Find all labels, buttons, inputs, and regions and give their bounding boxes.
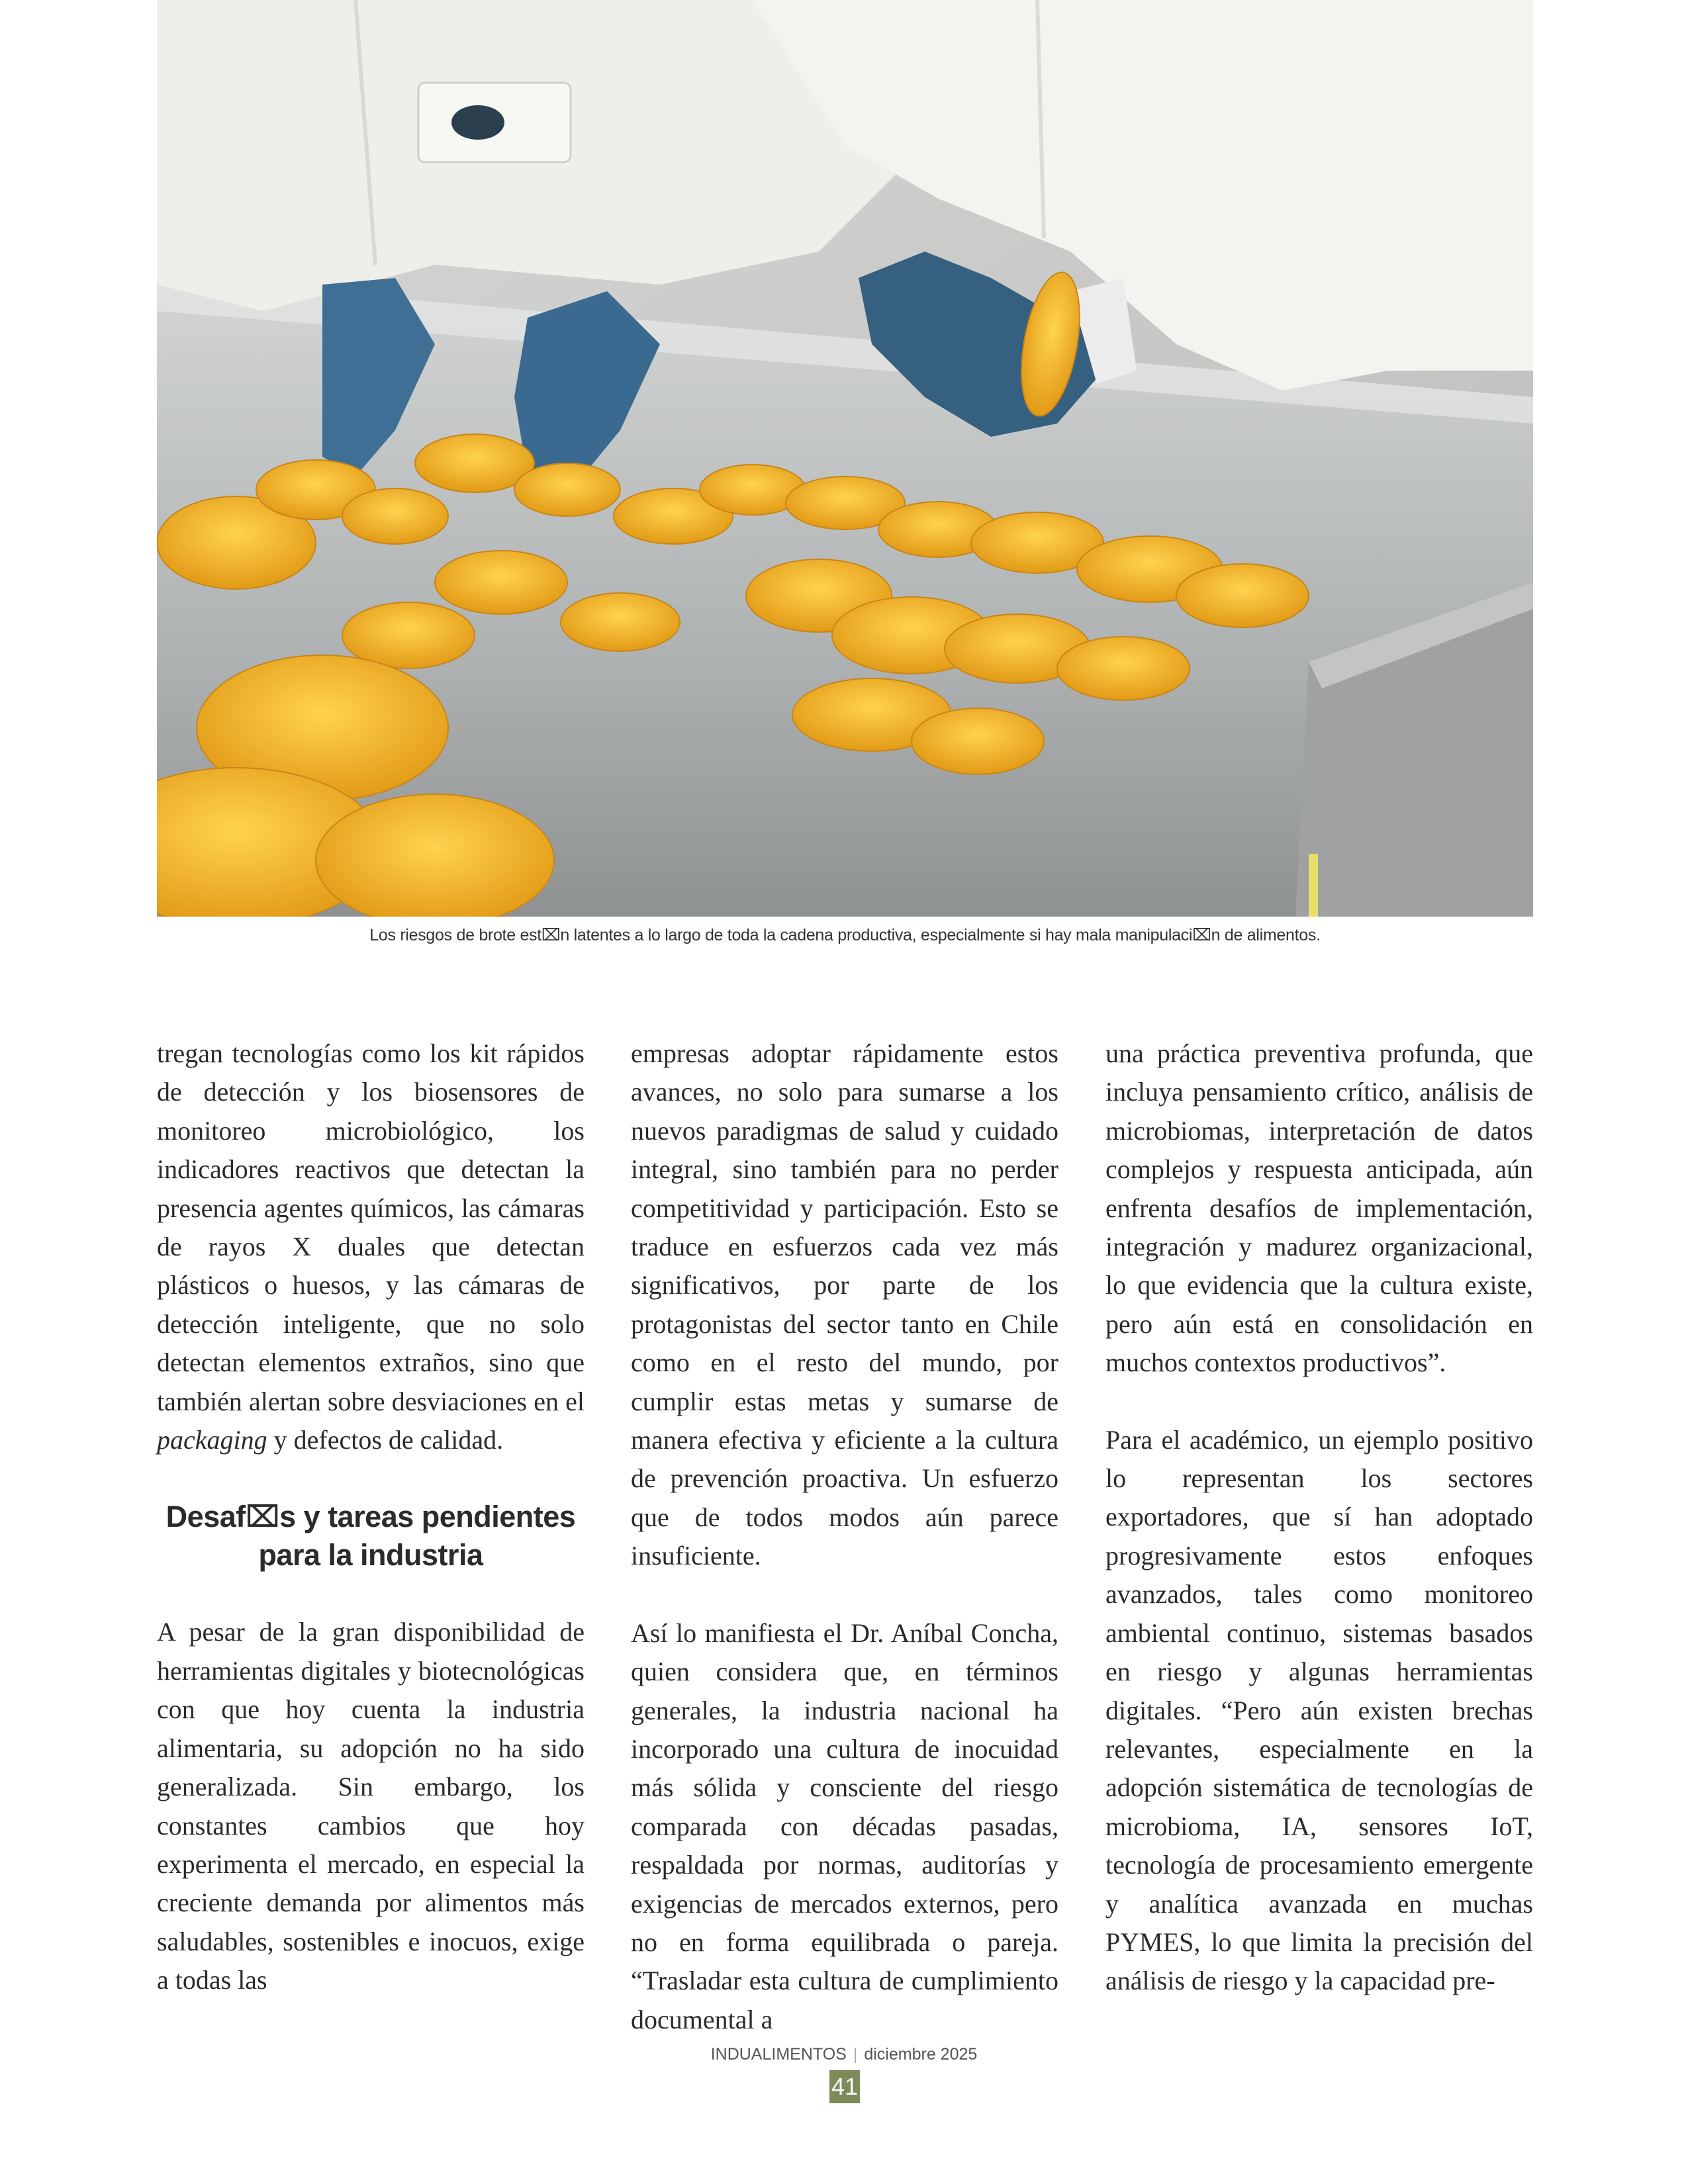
article-column-3 — [1105, 1034, 1533, 2001]
section-heading — [157, 1498, 585, 1574]
page-footer — [0, 2045, 1688, 2064]
photo-caption: Los riesgos de brote est⌧n latentes a lo largo de toda la cadena productiva, especialmente si hay mala manipulaci⌧n de alimentos. — [369, 926, 1321, 944]
issue-date: diciembre 2025 — [864, 2045, 978, 2064]
publication-name: INDUALIMENTOS — [710, 2045, 847, 2064]
heading-line: para la industria — [258, 1538, 483, 1572]
article-column-2 — [631, 1034, 1058, 2039]
footer-separator: | — [853, 2045, 858, 2064]
article-photo — [157, 0, 1533, 917]
paragraph: Para el académico, un ejemplo positivo lo representan los sectores exportadores, que sí han adoptado progresivamente estos enfoques avanzados, tales como monitoreo ambiental continuo, sistemas basados en riesgo y algunas herramientas digitales. “Pero aún existen brechas relevantes, especialmente en la adopción sistemática de tecnologías de microbioma, IA, sensores IoT, tecnología de procesamiento emergente y analítica avanzada en muchas PYMES, lo que limita la precisión del análisis de riesgo y la capacidad pre- — [1105, 1424, 1533, 1996]
paragraph — [157, 1034, 585, 1459]
paragraph: una práctica preventiva profunda, que incluya pensamiento crítico, análisis de microbiomas, interpretación de datos complejos y respuesta anticipada, aún enfrenta desafíos de implementación, integración y madurez organizacional, lo que evidencia que la cultura existe, pero aún está en consolidación en muchos contextos productivos”. — [1105, 1038, 1533, 1378]
paragraph: empresas adoptar rápidamente estos avances, no solo para sumarse a los nuevos paradigmas de salud y cuidado integral, sino también para no perder competitividad y participación. Esto se traduce en esfuerzos cada vez más significativos, por parte de los protagonistas del sector tanto en Chile como en el resto del mundo, por cumplir estas metas y sumarse de manera efectiva y eficiente a la cultura de prevención proactiva. Un esfuerzo que de todos modos aún parece insuficiente. — [631, 1038, 1058, 1571]
article-column-1 — [157, 1034, 585, 2000]
paragraph: A pesar de la gran disponibilidad de herramientas digitales y biotecnológicas con que hoy cuenta la industria alimentaria, su adopción no ha sido generalizada. Sin embargo, los constantes cambios que hoy experimenta el mercado, en especial la creciente demanda por alimentos más saludables, sostenibles e inocuos, exige a todas las — [157, 1617, 585, 1995]
paragraph-text: tregan tecnologías como los kit rápidos de detección y los biosensores de monitoreo microbiológico, los indicadores reactivos que detectan la presencia agentes químicos, las cámaras de rayos X duales que detectan plásticos o huesos, y las cámaras de detección inteligente, que no solo detectan elementos extraños, sino que también alertan sobre desviaciones en el — [157, 1038, 585, 1416]
food-processing-photo-icon — [157, 0, 1533, 917]
heading-line: Desaf⌧s y tareas pendientes — [165, 1500, 576, 1534]
paragraph-text: y defectos de calidad. — [267, 1425, 504, 1455]
page-number: 41 — [829, 2070, 860, 2103]
emphasis-text: packaging — [157, 1425, 267, 1455]
paragraph: Así lo manifiesta el Dr. Aníbal Concha, quien considera que, en términos generales, la industria nacional ha incorporado una cultura de inocuidad más sólida y consciente del riesgo comparada con décadas pasadas, respaldada por normas, auditorías y exigencias de mercados externos, pero no en forma equilibrada o pareja. “Trasladar esta cultura de cumplimiento documental a — [631, 1617, 1058, 2034]
